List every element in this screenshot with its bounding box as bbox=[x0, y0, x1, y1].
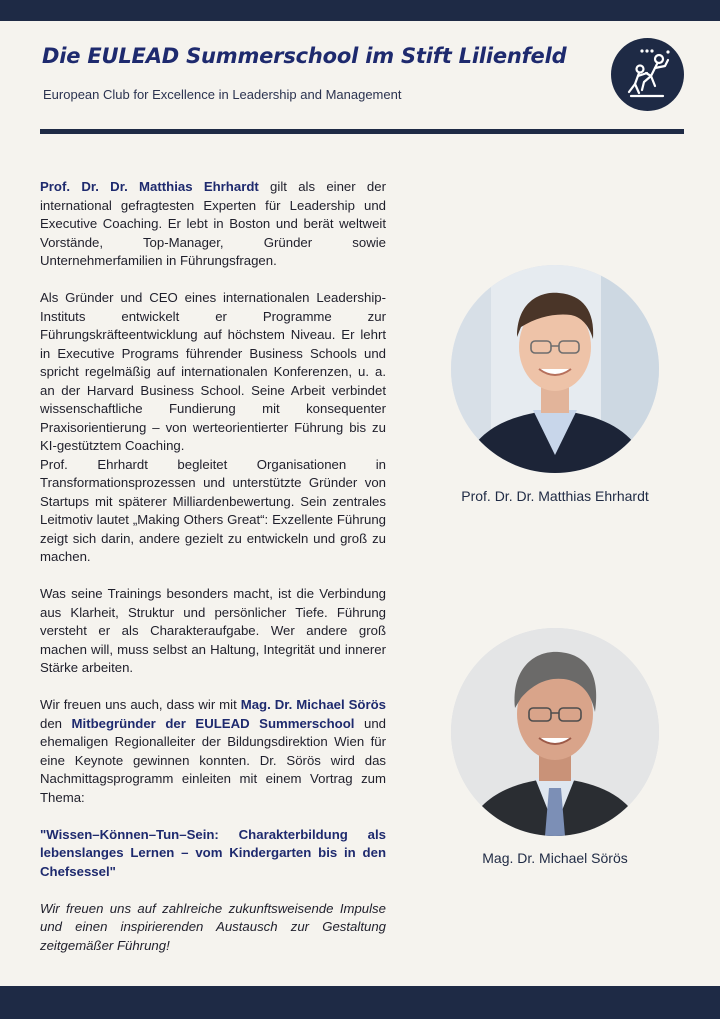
caption-soros: Mag. Dr. Michael Sörös bbox=[482, 850, 628, 866]
paragraph-keynote bbox=[40, 696, 386, 807]
speaker-name-soros: Mag. Dr. Michael Sörös bbox=[240, 697, 386, 712]
speaker-name-ehrhardt: Prof. Dr. Dr. Matthias Ehrhardt bbox=[40, 179, 259, 194]
climbing-team-icon bbox=[611, 38, 684, 111]
paragraph-trainings: Was seine Trainings besonders macht, ist die Verbindung aus Klarheit, Struktur und persönlicher Tiefe. Führung versteht er als Charakteraufgabe. Wer andere groß machen will, muss selbst an Haltung, Integrität und innerer Stärke arbeiten. bbox=[40, 586, 386, 675]
paragraph-intro bbox=[40, 178, 386, 271]
bottom-bar bbox=[0, 986, 720, 1019]
top-bar bbox=[0, 0, 720, 21]
page-subtitle: European Club for Excellence in Leadership and Management bbox=[43, 87, 402, 102]
paragraph-career: Als Gründer und CEO eines internationalen Leadership-Instituts entwickelt er Programme zur Führungskräfteentwicklung auf höchstem Niveau. Er lehrt in Executive Programs führender Business Schools und spricht regelmäßig auf internationalen Konferenzen, u. a. an der Harvard Business School. Seine Arbeit verbindet wissenschaftliche Fundierung mit konsequenter Praxisorientierung – von werteorientierter Führung bis zu KI-gestütztem Coaching. bbox=[40, 290, 386, 453]
keynote-text-b: den bbox=[40, 715, 72, 731]
caption-ehrhardt: Prof. Dr. Dr. Matthias Ehrhardt bbox=[461, 488, 649, 504]
portrait-soros bbox=[451, 628, 659, 836]
page-title: Die EULEAD Summerschool im Stift Lilienfeld bbox=[42, 44, 567, 68]
keynote-text-c: und ehemaligen Regionalleiter der Bildungsdirektion Wien für eine Keynote gewinnen konnten. Dr. Sörös wird das Nachmittagsprogramm einleiten mit einem Vortrag zum Thema: bbox=[40, 715, 386, 805]
keynote-text-a: Wir freuen uns auch, dass wir mit bbox=[40, 697, 241, 712]
portrait-ehrhardt bbox=[451, 265, 659, 473]
paragraph-transformation: Prof. Ehrhardt begleitet Organisationen in Transformationsprozessen und unterstützte Gründer von Startups mit späterer Milliardenbewertung. Sein zentrales Leitmotiv lautet „Making Others Great“: Exzellente Führung zeigt sich darin, andere gezielt zu entwickeln und groß zu machen. bbox=[40, 456, 386, 564]
paragraph-intro-text: gilt als einer der international gefragtesten Experten für Leadership und Executive Coaching. Er lebt in Boston und berät weltweit Vorstände, Top-Manager, Gründer sowie Unternehmerfamilien in Führungsfragen. bbox=[40, 179, 386, 268]
header-divider bbox=[40, 129, 684, 134]
speaker-role: Mitbegründer der EULEAD Summerschool bbox=[71, 715, 355, 731]
keynote-title: "Wissen–Können–Tun–Sein: Charakterbildung als lebenslanges Lernen – vom Kindergarten bis in den Chefsessel" bbox=[40, 826, 386, 879]
article-text bbox=[40, 178, 386, 955]
closing-statement: Wir freuen uns auf zahlreiche zukunftsweisende Impulse und einen inspirierenden Austausch zur Gestaltung zeitgemäßer Führung! bbox=[40, 900, 386, 953]
